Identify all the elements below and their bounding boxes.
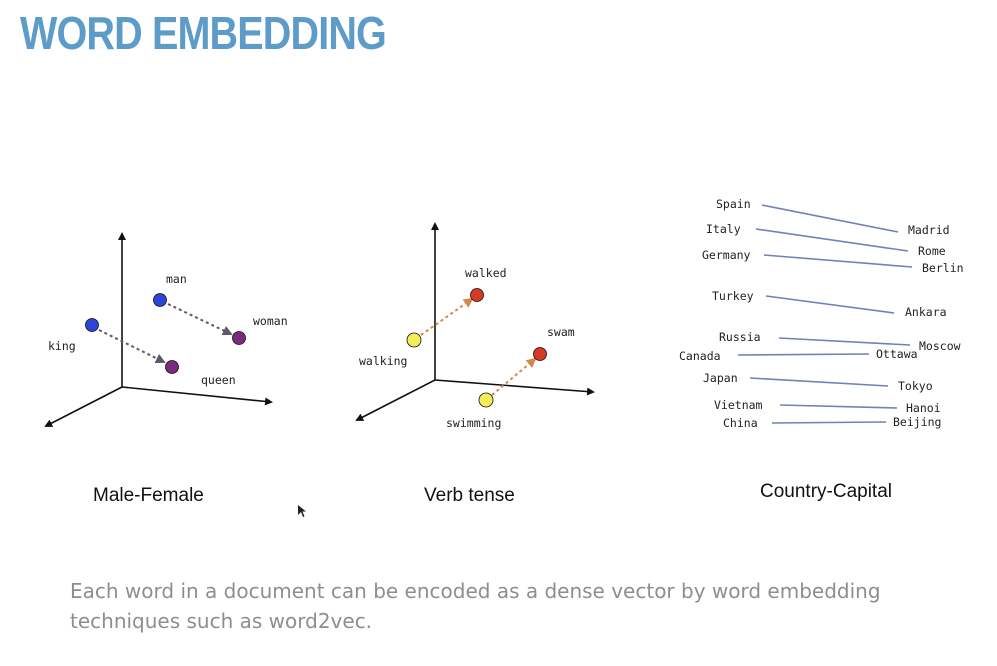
walking-point [407, 333, 421, 347]
country-label-vietnam: Vietnam [714, 398, 763, 412]
walked-label: walked [465, 266, 507, 280]
country-label-china: China [723, 416, 758, 430]
queen-label: queen [201, 373, 236, 387]
man-label: man [166, 272, 187, 286]
swimming-label: swimming [446, 416, 502, 430]
pair-lines [738, 205, 912, 423]
woman-point [233, 332, 246, 345]
spain-madrid-line [762, 205, 898, 232]
japan-tokyo-line [750, 378, 888, 386]
turkey-ankara-line [766, 296, 894, 313]
male-female-panel [46, 234, 288, 506]
country-label-russia: Russia [719, 330, 761, 344]
country-capital-caption: Country-Capital [760, 481, 892, 502]
king-queen-arrow [99, 330, 164, 362]
capital-label-berlin: Berlin [922, 261, 964, 275]
china-beijing-line [772, 422, 886, 423]
country-label-turkey: Turkey [712, 289, 754, 303]
country-capital-panel [679, 197, 964, 502]
italy-rome-line [756, 229, 908, 251]
axes [357, 224, 593, 420]
description-text: Each word in a document can be encoded as a dense vector by word embedding techniques such as word2vec. [70, 579, 881, 633]
swam-point [534, 348, 547, 361]
capital-label-hanoi: Hanoi [906, 401, 941, 415]
country-label-canada: Canada [679, 349, 721, 363]
capital-label-beijing: Beijing [893, 415, 942, 429]
mouse-cursor-icon [298, 505, 306, 517]
walking-label: walking [359, 354, 408, 368]
page-title: WORD EMBEDDING [20, 7, 386, 59]
capital-label-tokyo: Tokyo [898, 379, 933, 393]
swimming-point [479, 393, 493, 407]
russia-moscow-line [779, 338, 910, 345]
country-label-japan: Japan [703, 371, 738, 385]
country-label-spain: Spain [716, 197, 751, 211]
verb-tense-caption: Verb tense [424, 485, 515, 506]
verb-tense-panel [357, 224, 593, 506]
capital-label-ankara: Ankara [905, 305, 947, 319]
swam-label: swam [547, 325, 575, 339]
walked-point [471, 289, 484, 302]
man-point [154, 294, 167, 307]
canada-ottawa-line [738, 354, 869, 355]
swimming-swam-arrow [492, 359, 535, 395]
capital-label-madrid: Madrid [908, 223, 950, 237]
king-point [86, 319, 99, 332]
queen-point [166, 361, 179, 374]
king-label: king [48, 339, 76, 353]
woman-label: woman [253, 314, 288, 328]
axes [46, 234, 271, 426]
male-female-caption: Male-Female [93, 485, 204, 506]
man-woman-arrow [168, 304, 231, 334]
capital-label-ottawa: Ottawa [876, 347, 918, 361]
vietnam-hanoi-line [780, 405, 897, 408]
country-label-germany: Germany [702, 248, 751, 262]
germany-berlin-line [764, 255, 912, 267]
country-label-italy: Italy [706, 222, 741, 236]
capital-label-moscow: Moscow [919, 339, 961, 353]
walking-walked-arrow [421, 299, 472, 335]
capital-label-rome: Rome [918, 244, 946, 258]
